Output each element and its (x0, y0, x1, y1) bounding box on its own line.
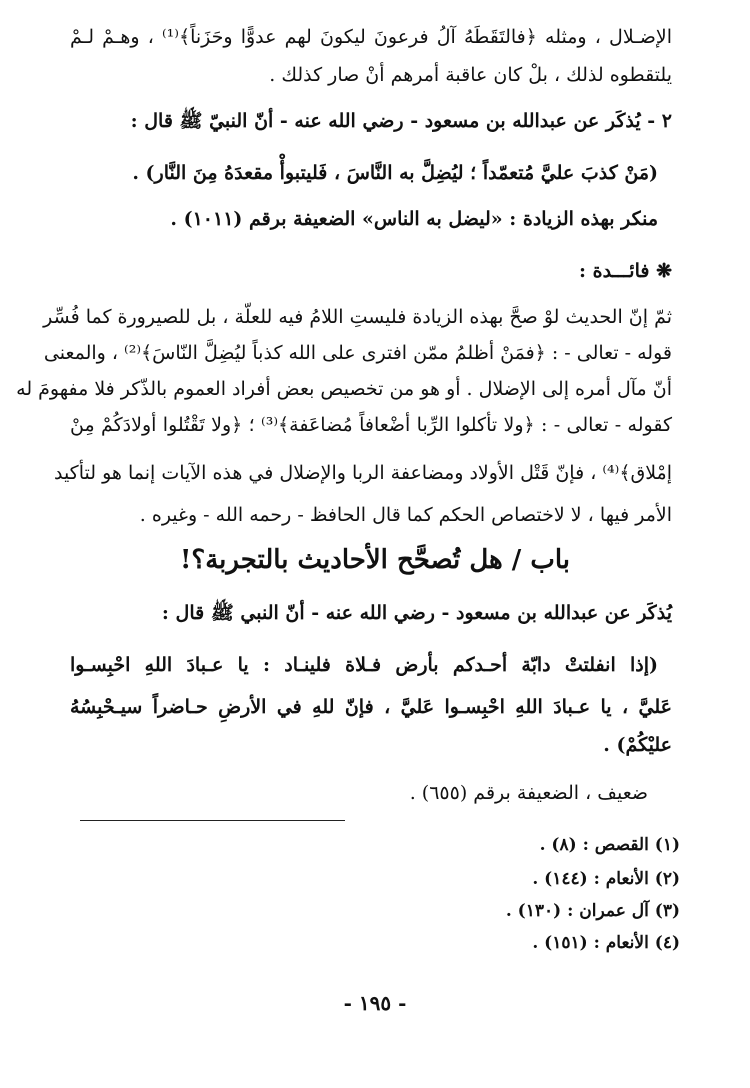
hadith-intro: ٢ - يُذكَر عن عبدالله بن مسعود - رضي الله عنه - أنّ النبيّ ﷺ قال : (130, 110, 672, 132)
hadith-grading: ضعيف ، الضعيفة برقم (٦٥٥) . (409, 782, 648, 804)
text-line: قوله - تعالى - : ﴿فمَنْ أظلمُ ممّن افترى على الله كذباً ليُضِلَّ النّاسَ﴾⁽²⁾ ، والمعنى (43, 342, 672, 364)
text-line: يلتقطوه لذلك ، بلْ كان عاقبة أمرهم أنْ صار كذلك . (269, 64, 672, 86)
footnote: (٢) الأنعام : (١٤٤) . (532, 869, 680, 889)
text-line: الأمر فيها ، لا لاختصاص الحكم كما قال الحافظ - رحمه الله - وغيره . (139, 504, 672, 526)
page-number: - ١٩٥ - (343, 991, 407, 1015)
text-line: أنّ مآل أمره إلى الإضلال . أو هو من تخصيص بعض أفراد العموم بالذّكر فلا مفهومَ له (16, 378, 672, 400)
hadith-text: عَليَّ ، يا عـبادَ اللهِ احْبِسـوا عَليَّ ، فإنّ للهِ في الأرضِ حـاضراً سيـحْبِسُهُ (70, 696, 672, 718)
hadith-intro: يُذكَر عن عبدالله بن مسعود - رضي الله عنه - أنّ النبي ﷺ قال : (161, 602, 672, 624)
hadith-grading: منكر بهذه الزيادة : «ليضل به الناس» الضعيفة برقم (١٠١١) . (170, 208, 658, 230)
footnote: (٤) الأنعام : (١٥١) . (532, 933, 680, 953)
hadith-text: عليْكُمْ) . (603, 734, 672, 756)
footnote: (١) القصص : (٨) . (539, 835, 680, 855)
footnote: (٣) آل عمران : (١٣٠) . (505, 901, 680, 921)
text-line: ثمّ إنّ الحديث لوْ صحَّ بهذه الزيادة فليستِ اللامُ فيه للعلّة ، بل للصيرورة كما فُسِّر (43, 306, 672, 328)
text-line: الإضـلال ، ومثله ﴿فالتَقَطَهُ آلُ فرعونَ ليكونَ لهم عدوًّا وحَزَناً﴾⁽¹⁾ ، وهـمْ لـمْ (70, 26, 672, 48)
text-line: إمْلاق﴾⁽⁴⁾ ، فإنّ قَتْل الأولاد ومضاعفة الربا والإضلال في هذه الآيات إنما هو لتأكيد (53, 462, 672, 484)
footnote-divider (80, 820, 345, 821)
hadith-text: (مَنْ كذبَ عليَّ مُتعمّداً ؛ ليُضِلَّ به النَّاسَ ، فَليتبوأْ مقعدَهُ مِنَ النَّار) . (132, 162, 658, 184)
section-heading: ❋ فائـــدة : (579, 260, 672, 282)
hadith-text: (إذا انفلتتْ دابّة أحـدكم بأرض فـلاة فلينـاد : يا عـبادَ اللهِ احْبِسـوا (70, 654, 658, 676)
chapter-title: باب / هل تُصحَّح الأحاديث بالتجربة؟! (180, 545, 570, 575)
text-line: كقوله - تعالى - : ﴿ولا تأكلوا الرِّبا أضْعافاً مُضاعَفة﴾⁽³⁾ ؛ ﴿ولا تَقْتُلوا أولادَكُمْ مِنْ (70, 414, 673, 436)
